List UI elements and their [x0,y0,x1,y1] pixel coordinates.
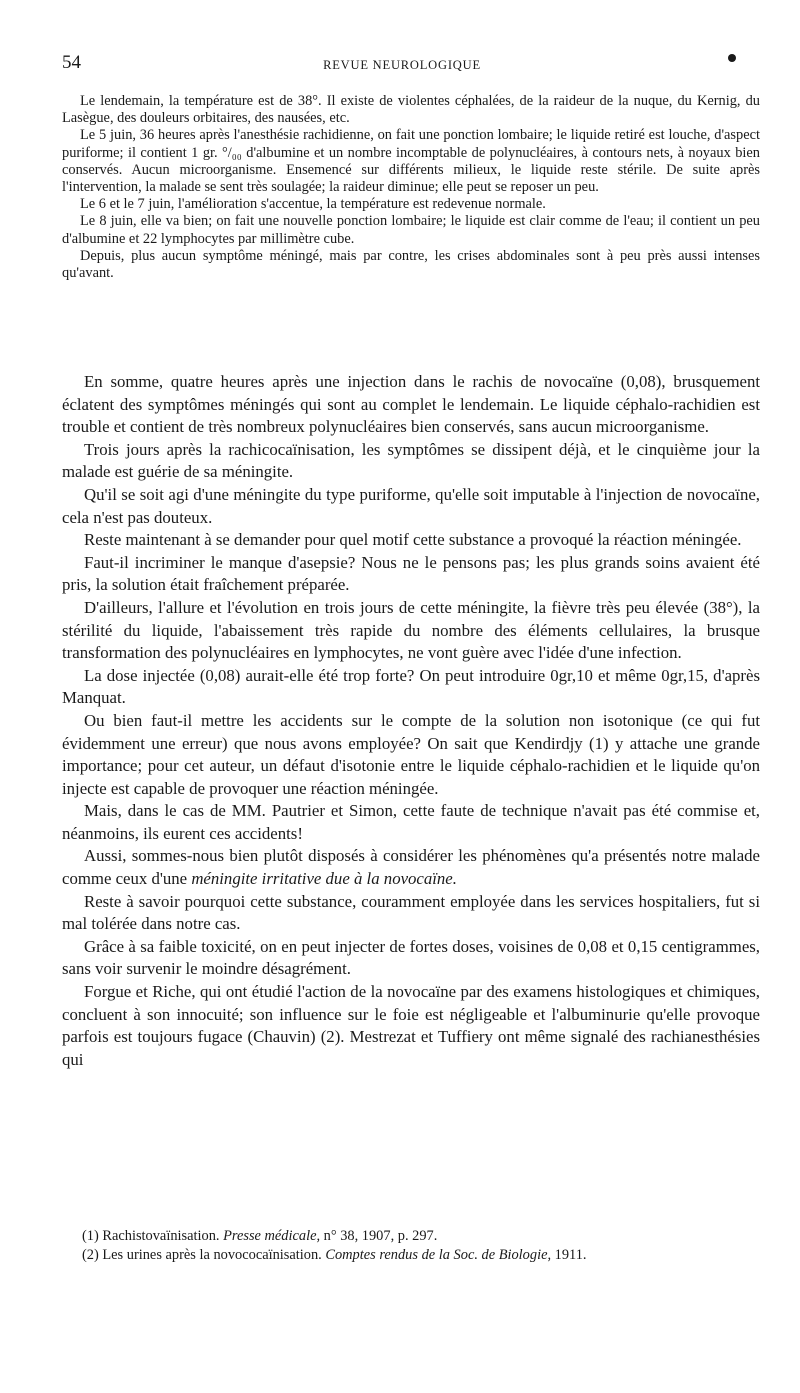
discussion-paragraph: Trois jours après la rachicocaïnisation, les symptômes se dissipent déjà, et le cinquième jour la malade est guérie de sa méningite. [62,439,760,482]
discussion-paragraph: Reste maintenant à se demander pour quel motif cette substance a provoqué la réaction méningée. [84,530,742,550]
case-report-section [62,93,760,282]
case-paragraph: Le 8 juin, elle va bien; on fait une nouvelle ponction lombaire; le liquide est clair comme de l'eau; il contient un peu d'albumine et 22 lymphocytes par millimètre cube. [62,213,760,247]
running-title: REVUE NEUROLOGIQUE [323,58,481,72]
discussion-paragraph: Mais, dans le cas de MM. Pautrier et Simon, cette faute de technique n'avait pas été commise et, néanmoins, ils eurent ces accidents! [62,801,760,843]
discussion-paragraph: En somme, quatre heures après une injection dans le rachis de novocaïne (0,08), brusquement éclatent des symptômes méningés qui sont au complet le lendemain. Le liquide céphalo-rachidien est trouble et contient de très nombreux polynucléaires bien conservés, sans aucun microorganisme. [62,372,760,437]
discussion-section [62,371,760,1071]
footnote-ref: 1911. [551,1247,587,1263]
footnote-2 [62,1246,760,1265]
case-paragraph: Le 6 et le 7 juin, l'amélioration s'accentue, la température est redevenue normale. [80,196,546,213]
paragraph-text: Aussi, sommes-nous bien plutôt disposés à considérer les phénomènes qu'a présentés notre malade comme ceux d'une [62,846,760,889]
discussion-paragraph: Forgue et Riche, qui ont étudié l'action de la novocaïne par des examens histologiques et chimiques, concluent à son innocuité; son influence sur le foie est négligeable et l'albuminurie qu'elle provoque parfois est toujours fugace (Chauvin) (2). Mestrezat et Tuffiery ont même signalé des rachianesthésies qui [62,982,760,1069]
page-header [62,50,742,80]
emphasis-text: méningite irritative due à la novocaïne. [191,869,457,889]
case-paragraph: Le 5 juin, 36 heures après l'anesthésie rachidienne, on fait une ponction lombaire; le liquide retiré est louche, d'aspect puriforme; il contient 1 gr. °/₀₀ d'albumine et un nombre incomptable de polynucléaires, à contours nets, à noyaux bien conservés. Aucun microorganisme. Ensemencé sur différents milieux, le liquide reste stérile. De suite après l'intervention, la malade se sent très soulagée; la raideur diminue; elle peut se reposer un peu. [62,127,760,196]
footnote-journal: Comptes rendus de la Soc. de Biologie, [325,1247,552,1263]
footnote-text: (2) Les urines après la novococaïnisation. [82,1247,326,1263]
footnote-ref: n° 38, 1907, p. 297. [320,1228,438,1244]
footnote-journal: Presse médicale, [223,1228,321,1244]
footnote-1 [62,1227,760,1246]
discussion-paragraph: D'ailleurs, l'allure et l'évolution en trois jours de cette méningite, la fièvre très peu élevée (38°), la stérilité du liquide, l'abaissement très rapide du nombre des éléments cellulaires, la brusque transformation des polynucléaires en lymphocytes, ne vont guère avec l'idée d'une infection. [62,597,760,663]
discussion-paragraph: Qu'il se soit agi d'une méningite du type puriforme, qu'elle soit imputable à l'injection de novocaïne, cela n'est pas douteux. [62,484,760,527]
discussion-paragraph: La dose injectée (0,08) aurait-elle été trop forte? On peut introduire 0gr,10 et même 0gr,15, d'après Manquat. [62,665,760,708]
discussion-paragraph: Grâce à sa faible toxicité, on en peut injecter de fortes doses, voisines de 0,08 et 0,15 centigrammes, sans voir survenir le moindre désagrément. [62,936,760,979]
case-paragraph: Le lendemain, la température est de 38°. Il existe de violentes céphalées, de la raideur de la nuque, du Kernig, du Lasègue, des douleurs orbitaires, des nausées, etc. [62,93,760,127]
footnotes [62,1227,760,1265]
footnote-text: (1) Rachistovaïnisation. [82,1228,224,1244]
bullet-mark [728,54,736,62]
case-paragraph: Depuis, plus aucun symptôme méningé, mais par contre, les crises abdominales sont à peu près aussi intenses qu'avant. [62,247,760,282]
page-number: 54 [62,52,81,73]
discussion-paragraph [62,845,760,890]
discussion-paragraph: Faut-il incriminer le manque d'asepsie? Nous ne le pensons pas; les plus grands soins avaient été pris, la solution était fraîchement préparée. [62,552,760,595]
discussion-paragraph: Reste à savoir pourquoi cette substance, couramment employée dans les services hospitaliers, fut si mal tolérée dans notre cas. [62,891,760,934]
discussion-paragraph: Ou bien faut-il mettre les accidents sur le compte de la solution non isotonique (ce qui fut évidemment une erreur) que nous avons employée? On sait que Kendirdjy (1) y attache une grande importance; pour cet auteur, un défaut d'isotonie entre le liquide céphalo-rachidien et le liquide qu'on injecte est capable de provoquer une réaction méningée. [62,710,760,798]
